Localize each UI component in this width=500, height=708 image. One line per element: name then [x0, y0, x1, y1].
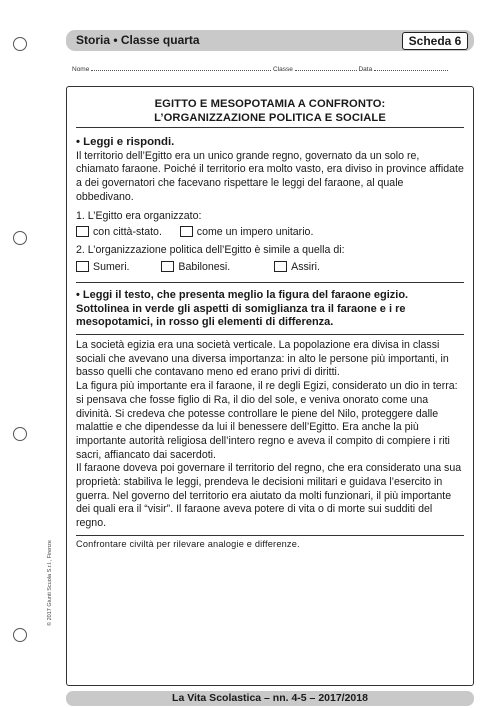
option-impero-unitario: come un impero unitario. — [196, 226, 314, 239]
name-label: Nome — [72, 66, 90, 73]
section2-heading: • Leggi il testo, che presenta meglio la figura del faraone egizio. Sottolinea in verde gli aspetti di somiglianza tra il faraone e i re mesopotamici, in rosso gli elementi di differenza. — [76, 288, 409, 329]
date-label: Data — [358, 66, 373, 73]
question-1-options — [76, 225, 464, 240]
binder-hole-2 — [13, 231, 27, 245]
checkbox-impero-unitario[interactable] — [180, 226, 193, 237]
checkbox-babilonesi[interactable] — [161, 261, 174, 272]
option-assiri: Assiri. — [291, 260, 320, 273]
checkbox-citta-stato[interactable] — [76, 226, 89, 237]
magazine-footer: La Vita Scolastica – nn. 4-5 – 2017/2018 — [66, 691, 474, 706]
section1-heading: • Leggi e rispondi. — [76, 136, 175, 148]
question-2-options — [76, 260, 464, 275]
binder-hole-4 — [13, 628, 27, 642]
section1-text: Il territorio dell’Egitto era un unico grande regno, governato da un solo re, chiamato faraone. Poiché il territorio era molto vasto, era diviso in province affidate a dei governatori che facevano rispettare le leggi del faraone, al quale obbedivano. — [76, 149, 464, 203]
title-line-2: L’ORGANIZZAZIONE POLITICA E SOCIALE — [154, 112, 386, 124]
section2-divider — [76, 334, 464, 335]
option-babilonesi: Babilonesi. — [178, 260, 231, 273]
option-sumeri: Sumeri. — [93, 260, 130, 273]
name-line[interactable] — [91, 64, 271, 71]
paragraph-society[interactable]: La società egizia era una società verticale. La popolazione era divisa in classi sociali che avevano una diversa importanza: in alto le persone più importanti, in basso quelli che contavano meno ed erano privi di diritti. — [76, 339, 449, 379]
class-line[interactable] — [295, 64, 357, 71]
footer-divider — [76, 535, 464, 536]
checkbox-sumeri[interactable] — [76, 261, 89, 272]
sheet-number: Scheda 6 — [402, 32, 468, 50]
binder-hole-3 — [13, 427, 27, 441]
paragraph-pharaoh-figure[interactable]: La figura più importante era il faraone, il re degli Egizi, considerato un dio in terra: si pensava che fosse figlio di Ra, il dio del sole, e veniva onorato come una divinità. Si credeva che potesse controllare le piene del Nilo, proteggere dalle malattie e che dipendesse da lui il benessere dell’Egitto. Era anche la più importante autorità religiosa dell’intero regno e aveva il compito di compiere i riti sacri, affiancato dai sacerdoti. — [76, 380, 458, 461]
question-2: 2. L’organizzazione politica dell’Egitto è simile a quella di: — [76, 244, 345, 257]
copyright-note: © 2017 Giunti Scuola S.r.l., Firenze — [47, 540, 53, 626]
binder-hole-1 — [13, 37, 27, 51]
paragraph-pharaoh-government[interactable]: Il faraone doveva poi governare il territorio del regno, che era considerato una sua proprietà: stabiliva le leggi, prendeva le decisioni militari e guidava l’esercito in guerra. Nel governo del territorio era aiutato da molti funzionari, il più importante dei quali era il “visir”. Il faraone aveva potere di vita o di morte sui sudditi del regno. — [76, 462, 462, 530]
subject-label: Storia • Classe quarta — [76, 33, 200, 47]
header-bar — [66, 30, 474, 51]
date-line[interactable] — [374, 64, 448, 71]
objective-note: Confrontare civiltà per rilevare analogie e differenze. — [76, 538, 300, 549]
option-citta-stato: con città-stato. — [93, 226, 162, 239]
section-divider — [76, 282, 464, 283]
checkbox-assiri[interactable] — [274, 261, 287, 272]
student-fields — [72, 64, 472, 73]
title-line-1: EGITTO E MESOPOTAMIA A CONFRONTO: — [154, 98, 386, 110]
class-label: Classe — [272, 66, 293, 73]
exercise-frame — [66, 86, 474, 686]
worksheet-title — [76, 97, 464, 128]
question-1: 1. L’Egitto era organizzato: — [76, 209, 202, 222]
